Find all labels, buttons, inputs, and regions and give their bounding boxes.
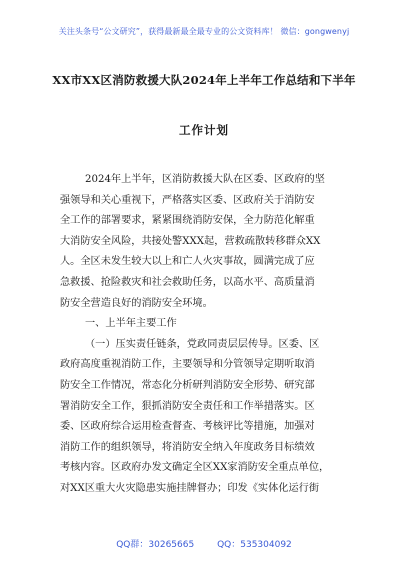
footer-qq: QQ：535304092 [217,540,292,550]
header-note: 关注头条号“公文研究”，获得最新最全最专业的公文资料库！ 微信：gongwenyj [58,27,350,36]
body-line: 强领导和关心重视下，严格落实区委、区政府关于消防安 [60,194,315,206]
body-line: 人。全区未发生较大以上和亡人火灾事故，圆满完成了应 [60,256,315,268]
document-title: XX市XX区消防救援大队2024年上半年工作总结和下半年 [52,73,356,87]
document-title-continued: 工作计划 [179,123,229,137]
body-line: 委、区政府综合运用检查督查、考核评比等措施，加强对 [60,421,315,433]
body-line: 消防工作的组织领导，将消防安全纳入年度政务目标绩效 [60,441,315,453]
body-line: 政府高度重视消防工作，主要领导和分管领导定期听取消 [60,359,315,371]
body-line: 全工作的部署要求，紧紧围绕消防安保，全力防范化解重 [60,215,315,227]
body-line: 署消防安全工作，狠抓消防安全责任和工作举措落实。区 [60,400,315,412]
body-line: 考核内容。区政府办发文确定全区XX家消防安全重点单位， [60,462,330,474]
footer-qq-group: QQ群：30265665 [116,540,195,550]
section-heading: 一、上半年主要工作 [85,318,177,330]
body-line: （一）压实责任链条，党政同责层层传导。区委、区 [85,338,320,350]
body-line: 大消防安全风险，共接处警XXX起，营救疏散转移群众XX [60,235,321,247]
body-line: 2024年上半年，区消防救援大队在区委、区政府的坚 [85,174,325,185]
body-line: 防安全营造良好的消防安全环境。 [60,297,213,309]
document-body [60,170,360,500]
body-line: 防安全工作情况，常态化分析研判消防安全形势、研究部 [60,379,315,391]
footer-contact [0,537,408,550]
body-line: 对XX区重大火灾隐患实施挂牌督办；印发《实体化运行街 [60,482,320,494]
body-line: 急救援、抢险救灾和社会救助任务，以高水平、高质量消 [60,276,315,288]
